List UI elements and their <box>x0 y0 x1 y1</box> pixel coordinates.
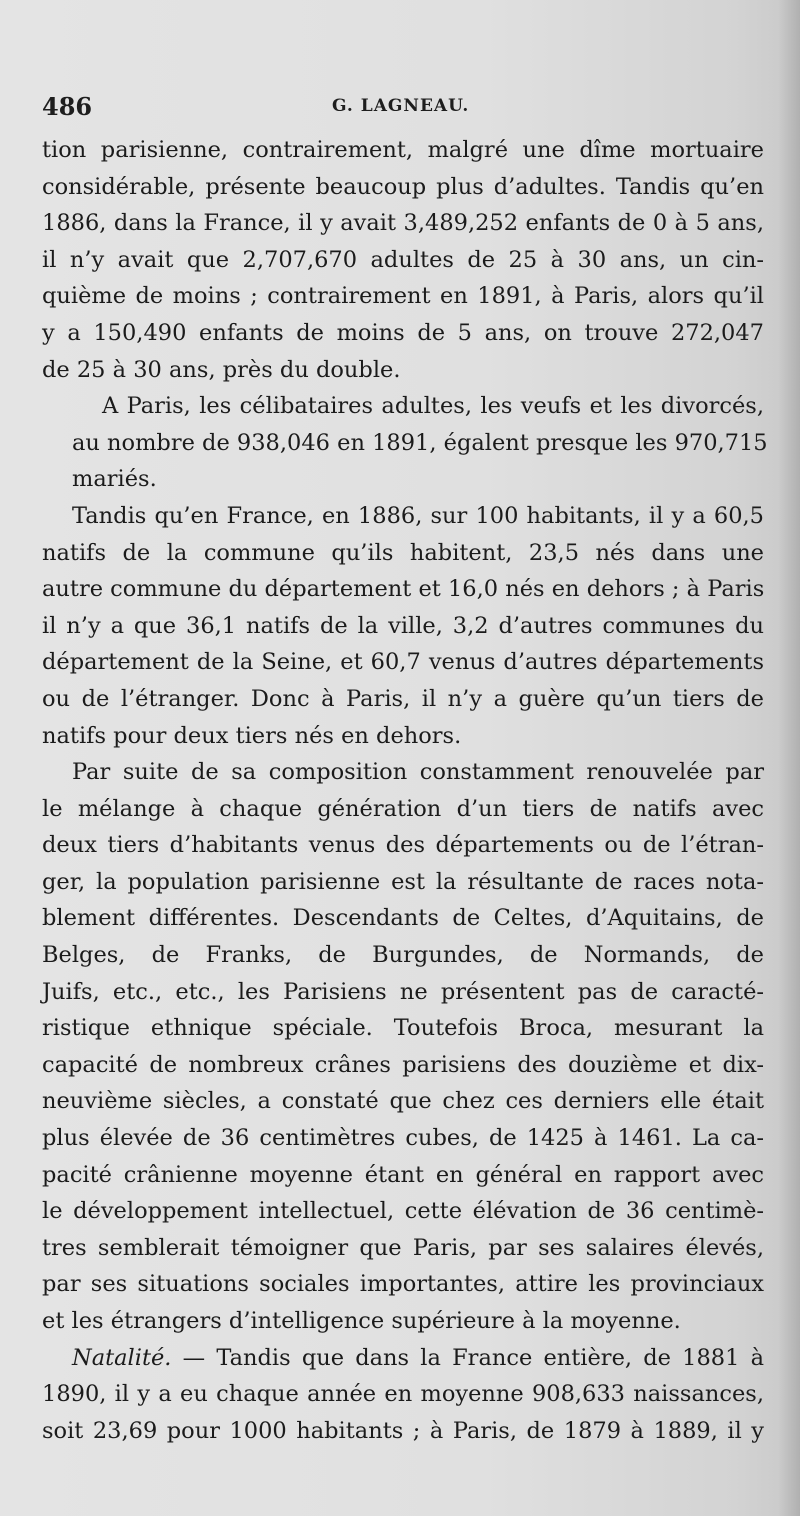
text-line: Tandis qu’en France, en 1886, sur 100 habitants, il y a 60,5 <box>72 502 764 529</box>
text-line: ou de l’étranger. Donc à Paris, il n’y a guère qu’un tiers de <box>42 685 764 712</box>
text-line: de 25 à 30 ans, près du double. <box>42 356 401 383</box>
text-line: il n’y a que 36,1 natifs de la ville, 3,2 d’autres communes du <box>42 612 764 639</box>
section-heading-natalite: Natalité. <box>72 1344 172 1371</box>
body-text <box>42 132 768 1449</box>
text-line: 1890, il y a eu chaque année en moyenne 908,633 naissances, <box>42 1381 764 1408</box>
page-header <box>42 92 762 128</box>
spine-shadow <box>778 0 800 1516</box>
text-line: tion parisienne, contrairement, malgré une dîme mortuaire <box>42 137 764 163</box>
text-line: au nombre de 938,046 en 1891, égalent presque les 970,715 <box>72 429 768 456</box>
text-line: soit 23,69 pour 1000 habitants ; à Paris, de 1879 à 1889, il y <box>42 1417 764 1444</box>
text-line: tres semblerait témoigner que Paris, par ses salaires élevés, <box>42 1234 764 1261</box>
text-line: pacité crânienne moyenne étant en général en rapport avec <box>42 1161 764 1188</box>
paragraph-natifs <box>42 498 764 754</box>
text-line: considérable, présente beaucoup plus d’adultes. Tandis qu’en <box>42 173 764 200</box>
text-line: plus élevée de 36 centimètres cubes, de 1425 à 1461. La ca- <box>42 1125 764 1152</box>
text-line: il n’y avait que 2,707,670 adultes de 25 à 30 ans, un cin- <box>42 246 764 273</box>
text-line: 1886, dans la France, il y avait 3,489,252 enfants de 0 à 5 ans, <box>42 210 764 237</box>
text-line: neuvième siècles, a constaté que chez ces derniers elle était <box>42 1088 764 1115</box>
text-line: Par suite de sa composition constamment renouvelée par <box>72 759 764 786</box>
text-line: natifs de la commune qu’ils habitent, 23,5 nés dans une <box>42 539 764 566</box>
text-line: natifs pour deux tiers nés en dehors. <box>42 722 462 749</box>
paragraph-continuation <box>42 132 764 388</box>
text-line: ristique ethnique spéciale. Toutefois Broca, mesurant la <box>42 1015 764 1042</box>
paragraph-natalite <box>42 1340 764 1450</box>
text-fragment: — Tandis que dans la France entière, de 1881 à <box>171 1344 764 1371</box>
text-line: blement différentes. Descendants de Celtes, d’Aquitains, de <box>42 905 764 932</box>
paragraph-celibataires <box>42 388 768 498</box>
text-line: capacité de nombreux crânes parisiens des douzième et dix- <box>42 1051 764 1078</box>
text-line: quième de moins ; contrairement en 1891, à Paris, alors qu’il <box>42 283 764 310</box>
text-line: ger, la population parisienne est la résultante de races nota- <box>42 868 764 895</box>
page-number: 486 <box>42 92 93 121</box>
text-line: et les étrangers d’intelligence supérieure à la moyenne. <box>42 1308 681 1334</box>
text-line: deux tiers d’habitants venus des départements ou de l’étran- <box>42 832 764 859</box>
text-line: y a 150,490 enfants de moins de 5 ans, on trouve 272,047 <box>42 319 764 346</box>
text-line: le développement intellectuel, cette élévation de 36 centimè- <box>42 1198 764 1225</box>
text-line: Belges, de Franks, de Burgundes, de Normands, de <box>42 942 764 969</box>
text-line: mariés. <box>72 466 157 493</box>
paragraph-composition <box>42 754 764 1340</box>
text-line: le mélange à chaque génération d’un tiers de natifs avec <box>42 795 764 822</box>
text-line: A Paris, les célibataires adultes, les veufs et les divorcés, <box>102 393 764 420</box>
text-line <box>42 1340 764 1377</box>
text-line: par ses situations sociales importantes, attire les provinciaux <box>42 1271 764 1298</box>
running-head: G. LAGNEAU. <box>332 96 470 116</box>
text-line: Juifs, etc., etc., les Parisiens ne présentent pas de caracté- <box>42 978 764 1005</box>
text-line: département de la Seine, et 60,7 venus d’autres départements <box>42 649 764 676</box>
text-line: autre commune du département et 16,0 nés en dehors ; à Paris <box>42 576 765 603</box>
